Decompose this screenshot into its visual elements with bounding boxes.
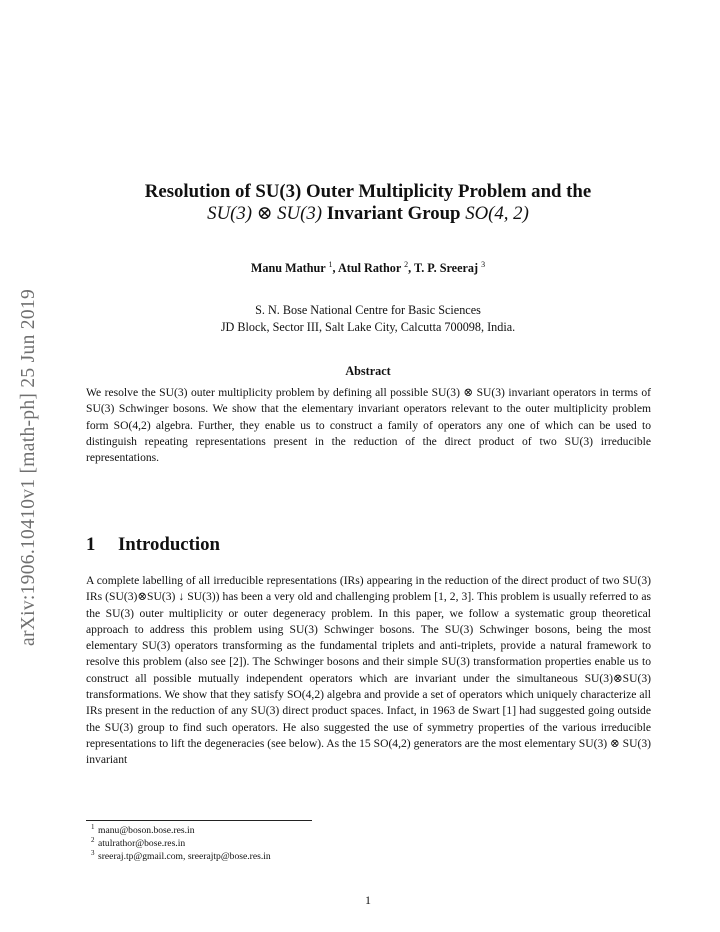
abstract-body: We resolve the SU(3) outer multiplicity problem by defining all possible SU(3) ⊗ SU(3) invariant operators in terms of SU(3) Schwinger bosons. We show that the elementary invariant operators relevant to the outer multiplicity problem form SO(4,2) algebra. Further, they enable us to construct a family of operators any one of which can be used to distinguish repeating representations present in the reduction of the direct product of two SU(3) irreducible representations. [86,386,651,465]
affiliation [70,302,666,335]
page-number: 1 [365,893,371,907]
footnote [91,849,271,863]
footnote [91,823,271,837]
footnote-text: sreeraj.tp@gmail.com, sreerajtp@bose.res.in [98,851,271,862]
affiliation-line: JD Block, Sector III, Salt Lake City, Calcutta 700098, India. [220,319,516,334]
section-title: Introduction [118,534,220,555]
footnote-text: atulrathor@bose.res.in [98,838,186,849]
abstract-heading: Abstract [345,364,391,378]
affiliation-line: S. N. Bose National Centre for Basic Sciences [255,303,481,317]
arxiv-sidebar-stamp [18,214,46,646]
introduction-paragraph: A complete labelling of all irreducible representations (IRs) appearing in the reduction of the direct product of two SU(3) IRs (SU(3)⊗SU(3) ↓ SU(3)) has been a very old and challenging problem [1, 2, 3]. This problem is usually referred to as the SU(3) outer multiplicity or outer degeneracy problem. In this paper, we follow a systematic group theoretical approach to address this problem using SU(3) Schwinger bosons. The SU(3) Schwinger bosons, being the most elementary SU(3) operators transforming as the fundamental triplets and anti-triplets, provide a natural framework to resolve this problem (also see [2]). The Schwinger bosons and their simple SU(3) transformation properties enable us to construct all possible mutually independent operators which are invariant under the simultaneous SU(3)⊗SU(3) transformations. We show that they satisfy SO(4,2) algebra and provide a set of operators which uniquely characterize all IRs present in the reduction of any SU(3) direct product spaces. Infact, in 1963 de Swart [1] had suggested going outside the SU(3) group to find such operators. He also suggested the use of symmetry properties of the various irreducible representations to lift the degeneracies (see below). As the 15 SO(4,2) generators are the most elementary SU(3) ⊗ SU(3) invariant [86,574,651,767]
author-footnote-mark: 2 [404,260,409,269]
title-math-group: SU(3) ⊗ SU(3) [207,203,323,224]
footnotes [91,823,271,863]
author-footnote-mark: 3 [481,260,486,269]
footnote-mark: 1 [91,823,95,831]
section-number: 1 [86,534,96,555]
title-math-so42: SO(4, 2) [465,203,529,224]
author-footnote-mark: 1 [328,260,333,269]
footnote-mark: 2 [91,836,95,844]
author-name: Atul Rathor [337,261,402,276]
footnote-divider [86,820,312,821]
author-list: Manu Mathur $^1$, Atul Rathor $^2$, T. P. Sreeraj $^3$ [250,260,486,276]
author-name: Manu Mathur [250,261,326,276]
arxiv-identifier: arXiv:1906.10410v1 [math-ph] 25 Jun 2019 [18,288,39,646]
author-name: T. P. Sreeraj [413,261,479,276]
title-line-1: Resolution of SU(3) Outer Multiplicity Problem and the [144,181,592,202]
section-heading [86,534,220,556]
title-text: Invariant Group [326,203,461,224]
paper-title [70,181,666,225]
footnote-text: manu@boson.bose.res.in [98,825,195,836]
title-line-2 [70,203,666,225]
footnote [91,836,271,850]
footnote-mark: 3 [91,849,95,857]
